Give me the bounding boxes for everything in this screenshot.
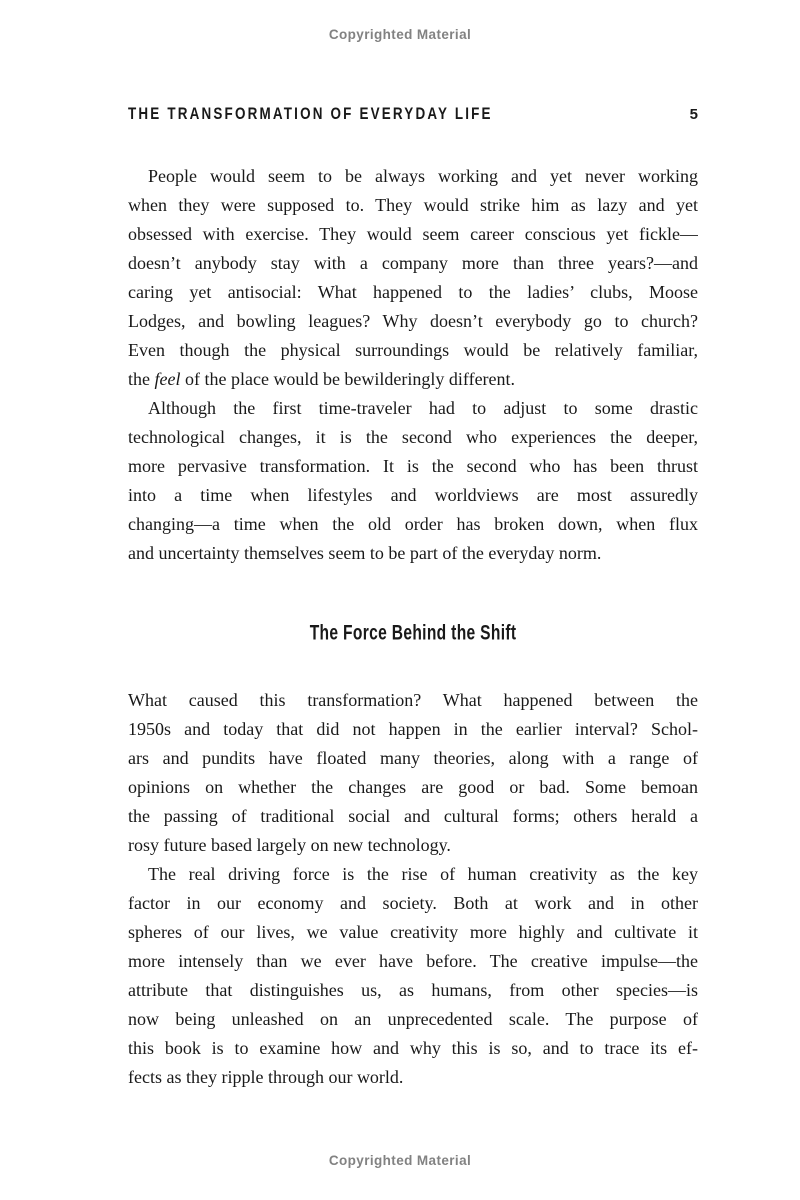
text-line: 1950s and today that did not happen in the earlier interval? Schol- bbox=[128, 719, 698, 739]
italic-word: feel bbox=[154, 369, 181, 389]
paragraph-3 bbox=[128, 686, 698, 860]
text-line: opinions on whether the changes are good or bad. Some bemoan bbox=[128, 777, 698, 797]
text-line: factor in our economy and society. Both at work and in other bbox=[128, 893, 698, 913]
text-run: the bbox=[128, 369, 155, 389]
text-line: doesn’t anybody stay with a company more than three years?—and bbox=[128, 253, 698, 273]
text-line: and uncertainty themselves seem to be part of the everyday norm. bbox=[128, 543, 602, 563]
running-header-title: THE TRANSFORMATION OF EVERYDAY LIFE bbox=[128, 105, 493, 124]
text-line: ars and pundits have floated many theories, along with a range of bbox=[128, 748, 698, 768]
text-line: more pervasive transformation. It is the second who has been thrust bbox=[128, 456, 698, 476]
text-line: into a time when lifestyles and worldviews are most assuredly bbox=[128, 485, 698, 505]
text-line: rosy future based largely on new technology. bbox=[128, 835, 451, 855]
text-line: spheres of our lives, we value creativity more highly and cultivate it bbox=[128, 922, 698, 942]
text-line: the passing of traditional social and cultural forms; others herald a bbox=[128, 806, 698, 826]
text-line: caring yet antisocial: What happened to the ladies’ clubs, Moose bbox=[128, 282, 698, 302]
text-line: more intensely than we ever have before. The creative impulse—the bbox=[128, 951, 698, 971]
text-line: The real driving force is the rise of human creativity as the key bbox=[148, 864, 698, 884]
running-header bbox=[128, 106, 698, 124]
text-line: now being unleashed on an unprecedented scale. The purpose of bbox=[128, 1009, 698, 1029]
copyright-notice-bottom: Copyrighted Material bbox=[328, 1153, 472, 1168]
text-line: Even though the physical surroundings would be relatively familiar, bbox=[128, 340, 698, 360]
body-text bbox=[128, 162, 698, 1092]
text-run: of the place would be bewilderingly different. bbox=[180, 369, 516, 389]
paragraph-4 bbox=[128, 860, 698, 1092]
text-line: obsessed with exercise. They would seem career conscious yet fickle— bbox=[128, 224, 698, 244]
text-line: What caused this transformation? What happened between the bbox=[128, 690, 698, 710]
text-line: fects as they ripple through our world. bbox=[128, 1067, 404, 1087]
text-line: technological changes, it is the second who experiences the deeper, bbox=[128, 427, 698, 447]
copyright-notice-top: Copyrighted Material bbox=[328, 27, 472, 42]
page-number: 5 bbox=[689, 106, 698, 123]
text-line: this book is to examine how and why this is so, and to trace its ef- bbox=[128, 1038, 698, 1058]
section-heading: The Force Behind the Shift bbox=[309, 621, 517, 645]
text-line: changing—a time when the old order has broken down, when flux bbox=[128, 514, 698, 534]
text-line: when they were supposed to. They would strike him as lazy and yet bbox=[128, 195, 698, 215]
paragraph-1 bbox=[128, 162, 698, 394]
text-line: People would seem to be always working and yet never working bbox=[148, 166, 698, 186]
text-line: Although the first time-traveler had to adjust to some drastic bbox=[148, 398, 698, 418]
section-heading-wrap bbox=[128, 622, 698, 646]
text-line: attribute that distinguishes us, as humans, from other species—is bbox=[128, 980, 698, 1000]
text-line: Lodges, and bowling leagues? Why doesn’t everybody go to church? bbox=[128, 311, 698, 331]
text-line bbox=[128, 365, 698, 394]
paragraph-2 bbox=[128, 394, 698, 568]
